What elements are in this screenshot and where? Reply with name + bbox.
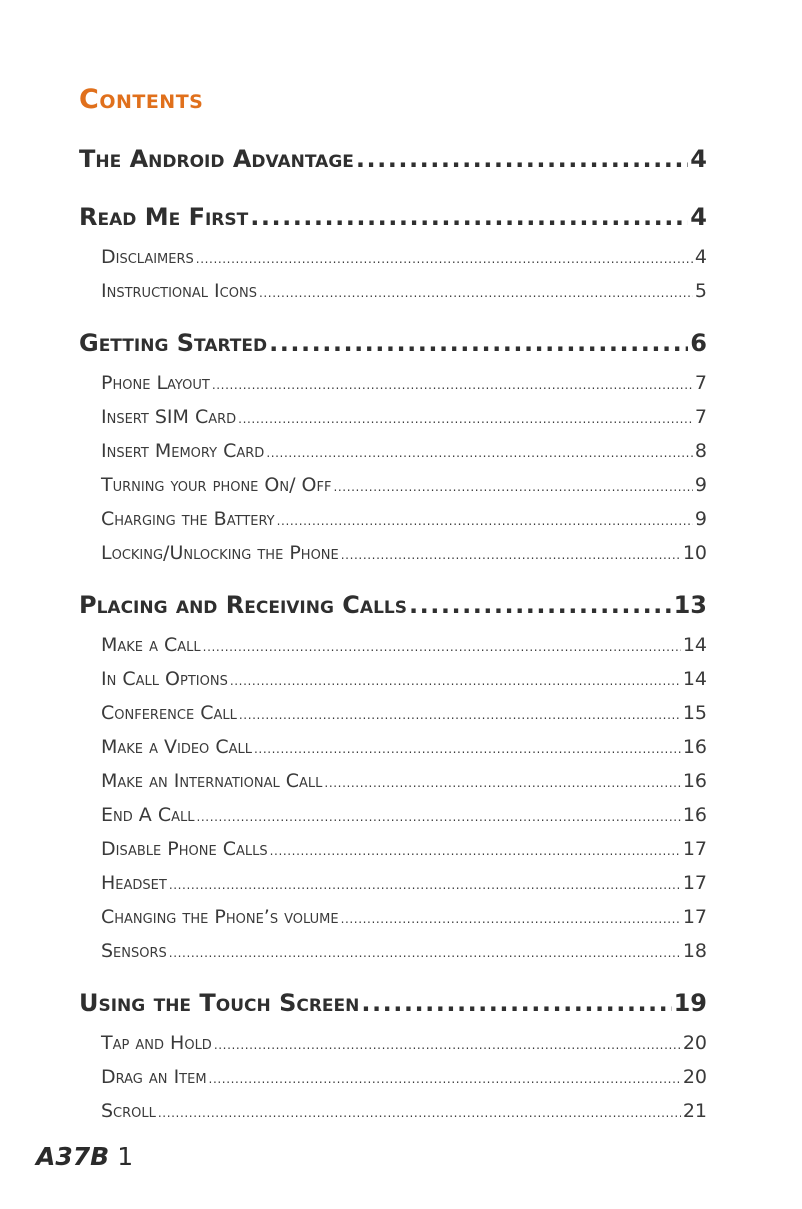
toc-item[interactable] — [101, 434, 707, 468]
toc-item-label: Locking/Unlocking the Phone — [101, 542, 339, 564]
dot-leader — [409, 582, 672, 628]
dot-leader — [196, 240, 693, 276]
toc-item[interactable] — [101, 468, 707, 502]
dot-leader — [230, 662, 681, 698]
toc-item-label: Sensors — [101, 940, 167, 962]
toc-item-page: 17 — [682, 906, 707, 928]
dot-leader — [356, 136, 688, 182]
dot-leader — [209, 1060, 681, 1096]
dot-leader — [212, 366, 693, 402]
toc-item-page: 20 — [682, 1032, 707, 1054]
toc-item-page: 4 — [694, 246, 707, 268]
toc-item-label: Phone Layout — [101, 372, 210, 394]
page-title: Contents — [79, 84, 204, 115]
toc-section-label: Using the Touch Screen — [79, 989, 360, 1017]
toc-item[interactable] — [101, 934, 707, 968]
toc-item-page: 10 — [682, 542, 707, 564]
toc-item-page: 8 — [694, 440, 707, 462]
dot-leader — [238, 400, 693, 436]
toc-item[interactable] — [101, 764, 707, 798]
toc-item-page: 21 — [682, 1100, 707, 1122]
page-footer — [36, 1142, 133, 1171]
toc-item[interactable] — [101, 400, 707, 434]
toc-section-page: 19 — [673, 989, 707, 1017]
toc-section-label: Getting Started — [79, 329, 268, 357]
toc-item-label: End A Call — [101, 804, 195, 826]
dot-leader — [259, 274, 693, 310]
toc-item-page: 14 — [682, 634, 707, 656]
toc-item-label: Insert Memory Card — [101, 440, 265, 462]
toc-item-label: Make a Call — [101, 634, 201, 656]
toc-item[interactable] — [101, 1094, 707, 1128]
toc-item-page: 17 — [682, 838, 707, 860]
toc-item-label: Charging the Battery — [101, 508, 275, 530]
toc-item-label: Disclaimers — [101, 246, 194, 268]
dot-leader — [341, 536, 681, 572]
toc-item-page: 16 — [682, 770, 707, 792]
toc-item[interactable] — [101, 1026, 707, 1060]
toc-item-page: 9 — [694, 474, 707, 496]
toc-section-page: 4 — [690, 145, 707, 173]
toc-item[interactable] — [101, 662, 707, 696]
toc-item-page: 15 — [682, 702, 707, 724]
dot-leader — [239, 696, 681, 732]
toc-item[interactable] — [101, 730, 707, 764]
toc-item[interactable] — [101, 696, 707, 730]
toc-item-label: Headset — [101, 872, 167, 894]
toc-item[interactable] — [101, 866, 707, 900]
toc-section[interactable] — [79, 582, 707, 628]
toc-item-label: Make a Video Call — [101, 736, 252, 758]
page-number: 1 — [117, 1142, 134, 1171]
toc-item-label: Instructional Icons — [101, 280, 257, 302]
toc-item[interactable] — [101, 1060, 707, 1094]
dot-leader — [270, 832, 681, 868]
toc-item-page: 5 — [694, 280, 707, 302]
dot-leader — [277, 502, 693, 538]
toc-item[interactable] — [101, 240, 707, 274]
toc-item-page: 17 — [682, 872, 707, 894]
toc-item-label: In Call Options — [101, 668, 228, 690]
toc-section[interactable] — [79, 980, 707, 1026]
toc-item-label: Changing the Phone’s volume — [101, 906, 339, 928]
toc-item[interactable] — [101, 536, 707, 570]
dot-leader — [158, 1094, 681, 1130]
dot-leader — [254, 730, 681, 766]
toc-item-page: 20 — [682, 1066, 707, 1088]
dot-leader — [266, 434, 693, 470]
dot-leader — [250, 194, 688, 240]
toc-section-page: 4 — [690, 203, 707, 231]
toc-section-label: The Android Advantage — [79, 145, 354, 173]
dot-leader — [269, 320, 688, 366]
toc-section-page: 6 — [690, 329, 707, 357]
toc-item-label: Scroll — [101, 1100, 156, 1122]
dot-leader — [169, 934, 681, 970]
dot-leader — [203, 628, 681, 664]
toc-section-label: Read Me First — [79, 203, 249, 231]
toc-item[interactable] — [101, 832, 707, 866]
toc-item[interactable] — [101, 502, 707, 536]
toc-section-page: 13 — [673, 591, 707, 619]
toc-item-label: Conference Call — [101, 702, 237, 724]
toc-item-label: Turning your phone On/ Off — [101, 474, 332, 496]
toc-item[interactable] — [101, 628, 707, 662]
toc-item-page: 7 — [694, 372, 707, 394]
dot-leader — [324, 764, 680, 800]
toc-item-label: Disable Phone Calls — [101, 838, 268, 860]
toc-item[interactable] — [101, 274, 707, 308]
toc-item[interactable] — [101, 798, 707, 832]
dot-leader — [214, 1026, 681, 1062]
toc-item-page: 16 — [682, 804, 707, 826]
dot-leader — [169, 866, 681, 902]
toc-section[interactable] — [79, 320, 707, 366]
toc-item-page: 16 — [682, 736, 707, 758]
toc-item-page: 7 — [694, 406, 707, 428]
dot-leader — [196, 798, 680, 834]
toc-item-label: Insert SIM Card — [101, 406, 237, 428]
toc-item[interactable] — [101, 366, 707, 400]
table-of-contents — [79, 136, 707, 1128]
toc-item-page: 14 — [682, 668, 707, 690]
dot-leader — [341, 900, 681, 936]
dot-leader — [361, 980, 671, 1026]
toc-item-page: 9 — [694, 508, 707, 530]
toc-section[interactable] — [79, 194, 707, 240]
toc-section[interactable] — [79, 136, 707, 182]
dot-leader — [333, 468, 692, 504]
toc-item-label: Tap and Hold — [101, 1032, 212, 1054]
toc-item-page: 18 — [682, 940, 707, 962]
toc-section-label: Placing and Receiving Calls — [79, 591, 407, 619]
toc-item[interactable] — [101, 900, 707, 934]
model-name: A37B — [36, 1142, 110, 1171]
toc-item-label: Drag an Item — [101, 1066, 207, 1088]
toc-item-label: Make an International Call — [101, 770, 323, 792]
